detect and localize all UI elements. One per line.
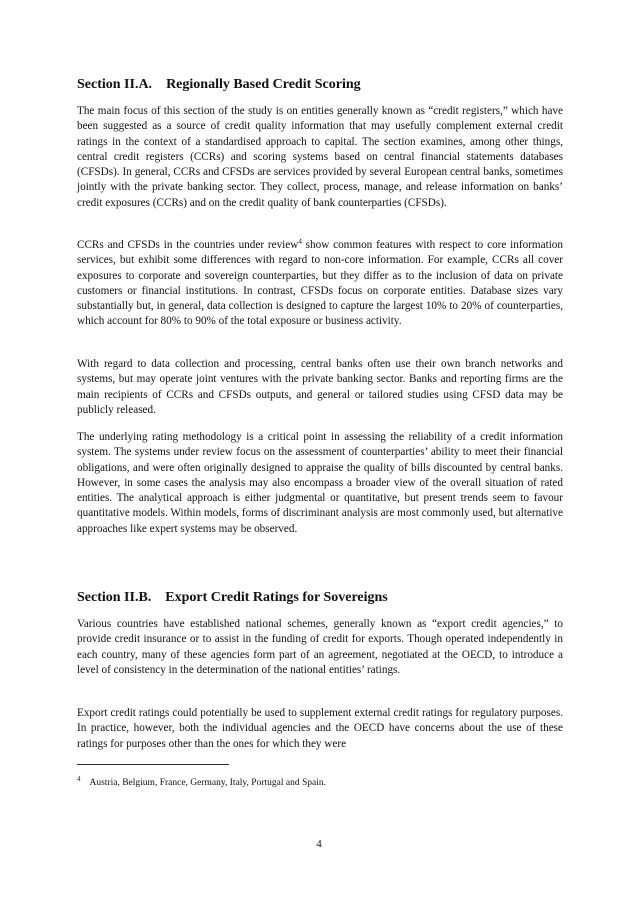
paragraph-text: show common features with respect to core information services, but exhibit some differences with regard to non-core information. For example, CCRs all cover exposures to corporate and sovereign counterparties, but they differ as to the inclusion of data on private customers or financial institutions. In contrast, CFSDs focus on corporate entities. Database sizes vary substantially but, in general, data collection is designed to capture the largest 10% to 20% of counterparties, which account for 80% to 90% of the total exposure or business activity. bbox=[77, 239, 563, 328]
paragraph: Export credit ratings could potentially be used to supplement external credit ratings for regulatory purposes. In practice, however, both the individual agencies and the OECD have concerns about the use of these ratings for purposes other than the ones for which they were bbox=[77, 707, 563, 750]
footnote-text: Austria, Belgium, France, Germany, Italy, Portugal and Spain. bbox=[89, 778, 326, 789]
section-number: Section II.B. bbox=[77, 590, 152, 605]
paragraph: Various countries have established national schemes, generally known as “export credit agencies,” to provide credit insurance or to assist in the funding of credit for exports. Though operated independently in each country, many of these agencies form part of an agreement, negotiated at the OECD, to introduce a level of consistency in the determination of the national entities’ ratings. bbox=[77, 618, 563, 676]
paragraph: The main focus of this section of the study is on entities generally known as “credit registers,” which have been suggested as a source of credit quality information that may usefully complement external credit ratings in the context of a standardised approach to capital. The section examines, among other things, central credit registers (CCRs) and scoring systems based on central financial statements databases (CFSDs). In general, CCRs and CFSDs are services provided by several European central banks, sometimes jointly with the private banking sector. They collect, process, manage, and release information on banks’ credit exposures (CCRs) and on the credit quality of bank counterparties (CFSDs). bbox=[77, 105, 563, 209]
paragraph bbox=[77, 238, 563, 330]
footnote-divider bbox=[77, 764, 229, 765]
section-heading-a bbox=[77, 77, 361, 93]
paragraph: With regard to data collection and processing, central banks often use their own branch networks and systems, but may operate joint ventures with the private banking sector. Banks and reporting firms are the main recipients of CCRs and CFSDs outputs, and general or tailored studies using CFSD data may be publicly released. bbox=[77, 358, 563, 416]
section-number: Section II.A. bbox=[77, 77, 153, 92]
section-title: Export Credit Ratings for Sovereigns bbox=[165, 590, 388, 605]
footnote bbox=[77, 775, 326, 788]
paragraph-text: CCRs and CFSDs in the countries under review bbox=[77, 239, 299, 251]
section-title: Regionally Based Credit Scoring bbox=[166, 77, 361, 92]
paragraph: The underlying rating methodology is a critical point in assessing the reliability of a credit information system. The systems under review focus on the assessment of counterparties’ ability to meet their financial obligations, and were often originally designed to appraise the quality of bills discounted by central banks. However, in some cases the analysis may also encompass a broader view of the overall situation of rated entities. The analytical approach is either judgmental or quantitative, but present trends seem to favour quantitative models. Within models, forms of discriminant analysis are most commonly used, but alternative approaches like expert systems may be observed. bbox=[77, 431, 563, 535]
footnote-reference[interactable]: 4 bbox=[298, 237, 302, 246]
page-number: 4 bbox=[316, 838, 322, 850]
section-heading-b bbox=[77, 590, 388, 606]
footnote-mark: 4 bbox=[77, 775, 81, 783]
